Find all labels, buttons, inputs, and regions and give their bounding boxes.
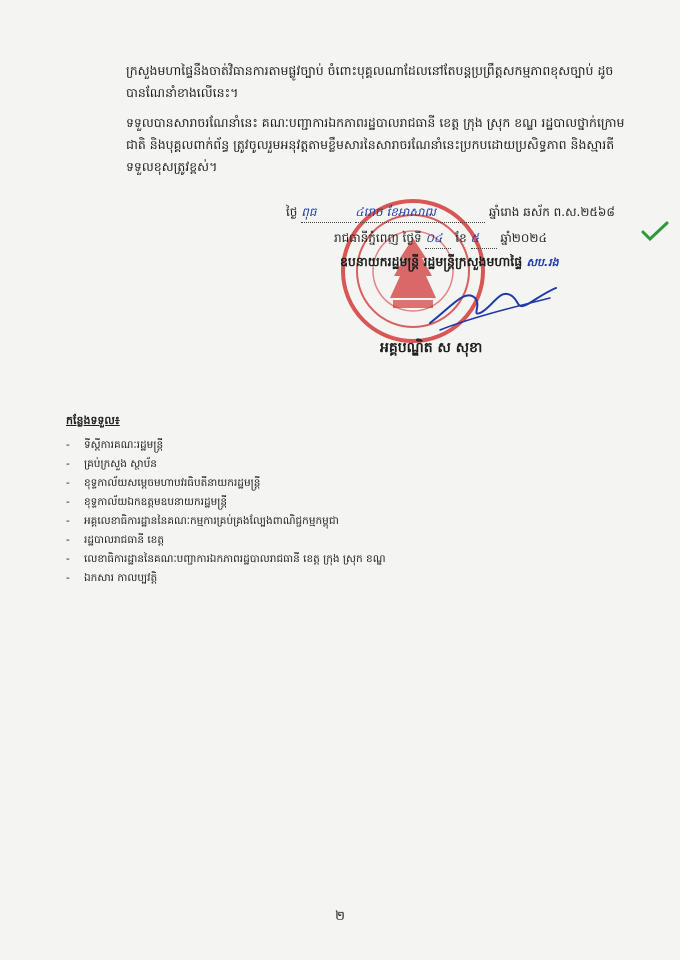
signatory-title-text: ឧបនាយករដ្ឋមន្ត្រី រដ្ឋមន្ត្រីក្រសួងមហាផ្ទៃ <box>340 254 523 269</box>
lunar-year-text: ឆ្នាំរោង ឆស័ក ព.ស.២៥៦៨ <box>488 205 615 219</box>
year-text: ឆ្នាំ២០២៤ <box>500 231 547 245</box>
body-paragraph-1 <box>96 60 626 104</box>
month-prefix: ខែ <box>455 231 467 245</box>
city-date-prefix: រាជធានីភ្នំពេញ ថ្ងៃទី <box>334 231 422 245</box>
recipients-title: កន្លែងទទួល៖ <box>66 414 120 427</box>
lunar-month-handwritten: ៤រោច ខែអាសាឍ <box>355 204 485 223</box>
page-number: ២ <box>335 909 345 924</box>
recipients-list <box>66 414 586 588</box>
paragraph-1-text: ក្រសួងមហាផ្ទៃនឹងចាត់វិធានការតាមផ្លូវច្បាប់ ចំពោះបុគ្គលណាដែលនៅតែបន្តប្រព្រឹត្តសកម្មភាពខុសច្បាប់ ដូចបានណែនាំខាងលើនេះ។ <box>126 63 614 100</box>
handwritten-signature-icon <box>420 268 560 338</box>
month-handwritten: ៥ <box>471 230 497 249</box>
body-paragraph-2 <box>96 112 626 178</box>
lunar-date-line <box>286 204 615 223</box>
lunar-date-prefix: ថ្ងៃ <box>286 205 298 219</box>
recipients-items <box>66 436 586 588</box>
recipient-item: - លេខាធិការដ្ឋាននៃគណៈបញ្ជាការឯកភាពរដ្ឋបាលរាជធានី ខេត្ត ក្រុង ស្រុក ខណ្ឌ <box>66 553 386 565</box>
signer-name: អគ្គបណ្ឌិត ស សុខា <box>380 340 483 356</box>
recipient-item: - ខុទ្ទកាល័យឯកឧត្តមឧបនាយករដ្ឋមន្ត្រី <box>66 496 228 508</box>
recipient-item: - គ្រប់ក្រសួង ស្ថាប័ន <box>66 458 157 470</box>
recipient-item: - រដ្ឋបាលរាជធានី ខេត្ត <box>66 534 164 546</box>
recipient-item: - ឯកសារ កាលប្បវត្តិ <box>66 572 158 584</box>
recipient-item: - អគ្គលេខាធិការដ្ឋាននៃគណៈកម្មការគ្រប់គ្រងល្បែងពាណិជ្ជកម្មកម្ពុជា <box>66 515 339 527</box>
lunar-day-handwritten: ពុធ <box>301 204 351 223</box>
day-handwritten: ០៤ <box>425 230 451 249</box>
recipient-item: - ខុទ្ទកាល័យសម្ដេចមហាបវរធិបតីនាយករដ្ឋមន្ត្រី <box>66 477 261 489</box>
recipient-item: - ទីស្ដីការគណៈរដ្ឋមន្ត្រី <box>66 439 164 451</box>
green-check-mark-icon <box>640 220 670 242</box>
handwritten-note: សប.រង <box>526 256 559 269</box>
city-date-line <box>334 230 547 249</box>
paragraph-2-text: ទទួលបានសារាចរណែនាំនេះ គណៈបញ្ជាការឯកភាពរដ្ឋបាលរាជធានី ខេត្ត ក្រុង ស្រុក ខណ្ឌ រដ្ឋបាលថ្នាក់ក្រោមជាតិ និងបុគ្គលពាក់ព័ន្ធ ត្រូវចូលរួមអនុវត្តតាមខ្លឹមសារនៃសារាចរណែនាំនេះប្រកបដោយប្រសិទ្ធភាព និងស្មារតីទទួលខុសត្រូវខ្ពស់។ <box>126 115 625 174</box>
